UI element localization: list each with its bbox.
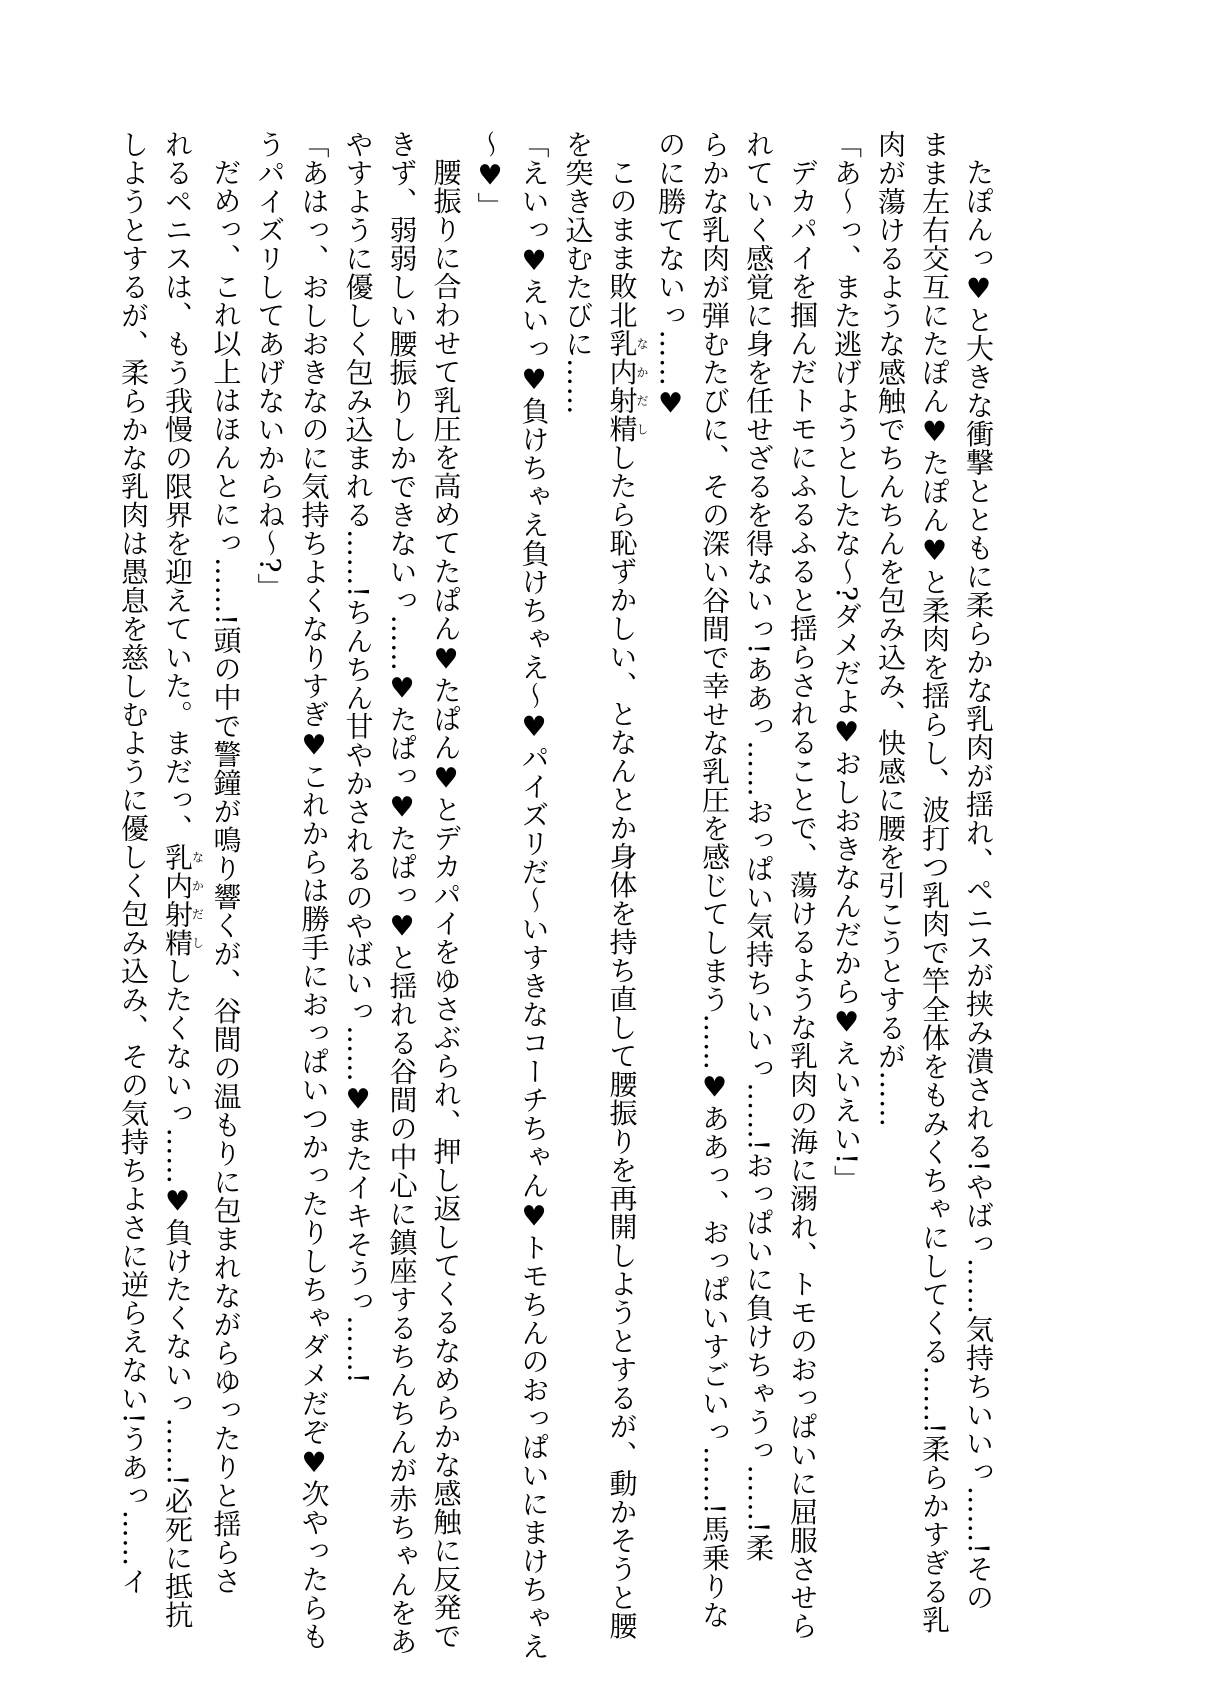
furigana-text: なかだし bbox=[635, 329, 649, 443]
text-column-2 bbox=[912, 130, 956, 1640]
text-run: らかな乳肉が弾むたびに、その深い谷間で幸せな乳圧を感じてしまう……♥ああっ、おっぱいすごいっ……!馬乗りな bbox=[698, 130, 731, 1629]
text-run: このまま敗北 bbox=[605, 158, 639, 329]
text-column-10 bbox=[556, 130, 600, 1640]
text-column-8 bbox=[648, 130, 692, 1640]
text-run: まま左右交互にたぽん♥たぽん♥と柔肉を揺らし、波打つ乳肉で竿全体をもみくちゃにしてくる……!柔らかすぎる乳 bbox=[918, 130, 951, 1634]
text-run: 腰振りに合わせて乳圧を高めてたぱん♥たぱん♥とデカパイをゆさぶられ、押し返してくるなめらかな感触に反発で bbox=[429, 158, 463, 1650]
text-run: だめっ、これ以上はほんとにっ……!頭の中で警鐘が鳴り響くが、谷間の温もりに包まれながらゆったりと揺らさ bbox=[209, 158, 243, 1595]
text-run: うパイズリしてあげないからね〜?」 bbox=[253, 130, 287, 602]
text-column-3 bbox=[868, 130, 912, 1640]
text-run: 肉が蕩けるような感触でちんちんを包み込み、快感に腰を引こうとするが…… bbox=[874, 130, 907, 1128]
text-column-17 bbox=[248, 130, 292, 1640]
text-run: 「えいっ♥えいっ♥負けちゃえ負けちゃえ〜♥パイズリだ〜いすきなコーチちゃん♥トモちんのおっぱいにまけちゃえ bbox=[517, 130, 551, 1661]
text-column-5 bbox=[780, 130, 824, 1640]
text-run: したら恥ずかしい、となんとか身体を持ち直して腰振りを再開しようとするが、動かそうと腰 bbox=[605, 443, 639, 1640]
text-column-7 bbox=[692, 130, 736, 1640]
text-run: を突き込むたびに…… bbox=[561, 130, 595, 415]
ruby-annotated-text bbox=[605, 329, 649, 443]
text-column-20 bbox=[111, 130, 155, 1640]
vertical-text-block bbox=[111, 130, 1000, 1661]
ruby-annotated-text bbox=[161, 842, 205, 957]
text-column-15 bbox=[336, 130, 380, 1640]
text-run: しようとするが、柔らかな乳肉は愚息を慈しむように優しく包み込み、その気持ちよさに逆らえない!うあっ……イ bbox=[117, 130, 150, 1596]
text-run: 「あ〜っ、また逃げようとしたな〜?ダメだよ♥おしおきなんだから♥えいえい!」 bbox=[830, 130, 863, 1194]
text-column-14 bbox=[380, 130, 424, 1656]
text-column-19 bbox=[155, 130, 204, 1640]
text-run: のに勝てないっ……♥ bbox=[654, 130, 687, 420]
text-run: 〜♥」 bbox=[473, 130, 507, 221]
text-run: したくないっ……♥負けたくないっ……!必死に抵抗 bbox=[161, 956, 194, 1629]
text-column-18 bbox=[204, 130, 248, 1640]
text-column-9 bbox=[600, 130, 649, 1640]
ruby-base-text: 乳内射精 bbox=[605, 329, 639, 443]
ruby-base-text: 乳内射精 bbox=[161, 842, 194, 957]
text-run: たぽんっ♥と大きな衝撃とともに柔らかな乳肉が揺れ、ペニスが挟み潰される!やばっ……気持ちいいっ……!その bbox=[962, 158, 995, 1612]
text-run: デカパイを掴んだトモにふるふると揺らされることで、蕩けるような乳肉の海に溺れ、トモのおっぱいに屈服させら bbox=[786, 158, 819, 1640]
text-run: きず、弱弱しい腰振りしかできないっ……♥たぱっ♥たぱっ♥と揺れる谷間の中心に鎮座するちんちんが赤ちゃんをあ bbox=[385, 130, 419, 1656]
text-run: れていく感覚に身を任せざるを得ないっ!ああっ……おっぱい気持ちいいっ……!おっぱいに負けちゃうっ……!柔 bbox=[742, 130, 775, 1562]
furigana-text: なかだし bbox=[190, 842, 205, 957]
text-column-1 bbox=[956, 130, 1000, 1640]
text-run: 「あはっ、おしおきなのに気持ちよくなりすぎ♥これからは勝手におっぱいつかったりしちゃダメだぞ♥次やったらも bbox=[297, 130, 331, 1651]
text-column-16 bbox=[292, 130, 336, 1651]
text-column-11 bbox=[512, 130, 556, 1661]
text-column-12 bbox=[468, 130, 512, 1640]
text-column-4 bbox=[824, 130, 868, 1640]
text-run: やすように優しく包み込まれる……!ちんちん甘やかされるのやばいっ……♥またイキそうっ……! bbox=[341, 130, 375, 1385]
text-column-13 bbox=[424, 130, 468, 1650]
text-run: れるペニスは、もう我慢の限界を迎えていた。まだっ、 bbox=[161, 130, 194, 843]
text-column-6 bbox=[736, 130, 780, 1640]
